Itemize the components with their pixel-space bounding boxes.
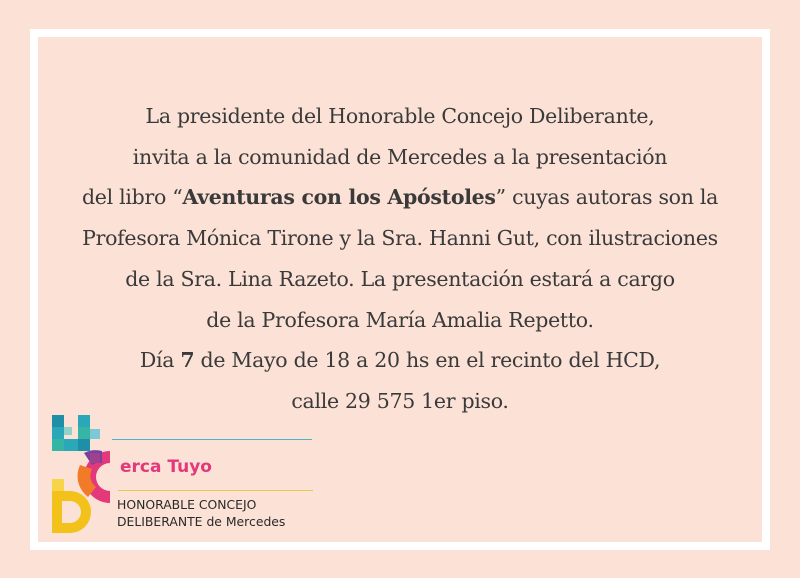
invitation-line-1: La presidente del Honorable Concejo Deliberante, xyxy=(145,104,655,128)
org-line-2: DELIBERANTE de Mercedes xyxy=(117,514,286,529)
book-title: Aventuras con los Apóstoles xyxy=(182,185,496,210)
invitation-line-3 xyxy=(0,177,800,218)
line-3-prefix: del libro “ xyxy=(81,185,183,210)
logo-brand-text: erca Tuyo xyxy=(120,457,212,477)
invitation-line-6: de la Profesora María Amalia Repetto. xyxy=(206,307,594,332)
invitation-text xyxy=(0,96,800,422)
org-line-1: HONORABLE CONCEJO xyxy=(117,497,257,512)
line-3-suffix: ” cuyas autoras son la xyxy=(495,185,719,210)
hcd-logo-mark-icon xyxy=(50,413,110,533)
event-day: 7 xyxy=(180,348,195,373)
line-7-prefix: Día xyxy=(139,348,181,373)
invitation-line-8: calle 29 575 1er piso. xyxy=(291,388,509,413)
logo-divider-top xyxy=(112,439,312,440)
hcd-logo xyxy=(50,413,350,538)
invitation-line-2: invita a la comunidad de Mercedes a la presentación xyxy=(132,144,668,169)
logo-divider-middle xyxy=(118,490,313,491)
invitation-line-7 xyxy=(0,340,800,381)
line-7-suffix: de Mayo de 18 a 20 hs en el recinto del HCD, xyxy=(194,348,661,373)
logo-org-name xyxy=(117,496,285,530)
invitation-line-4: Profesora Mónica Tirone y la Sra. Hanni Gut, con ilustraciones xyxy=(82,226,718,251)
invitation-line-5: de la Sra. Lina Razeto. La presentación estará a cargo xyxy=(125,266,675,291)
